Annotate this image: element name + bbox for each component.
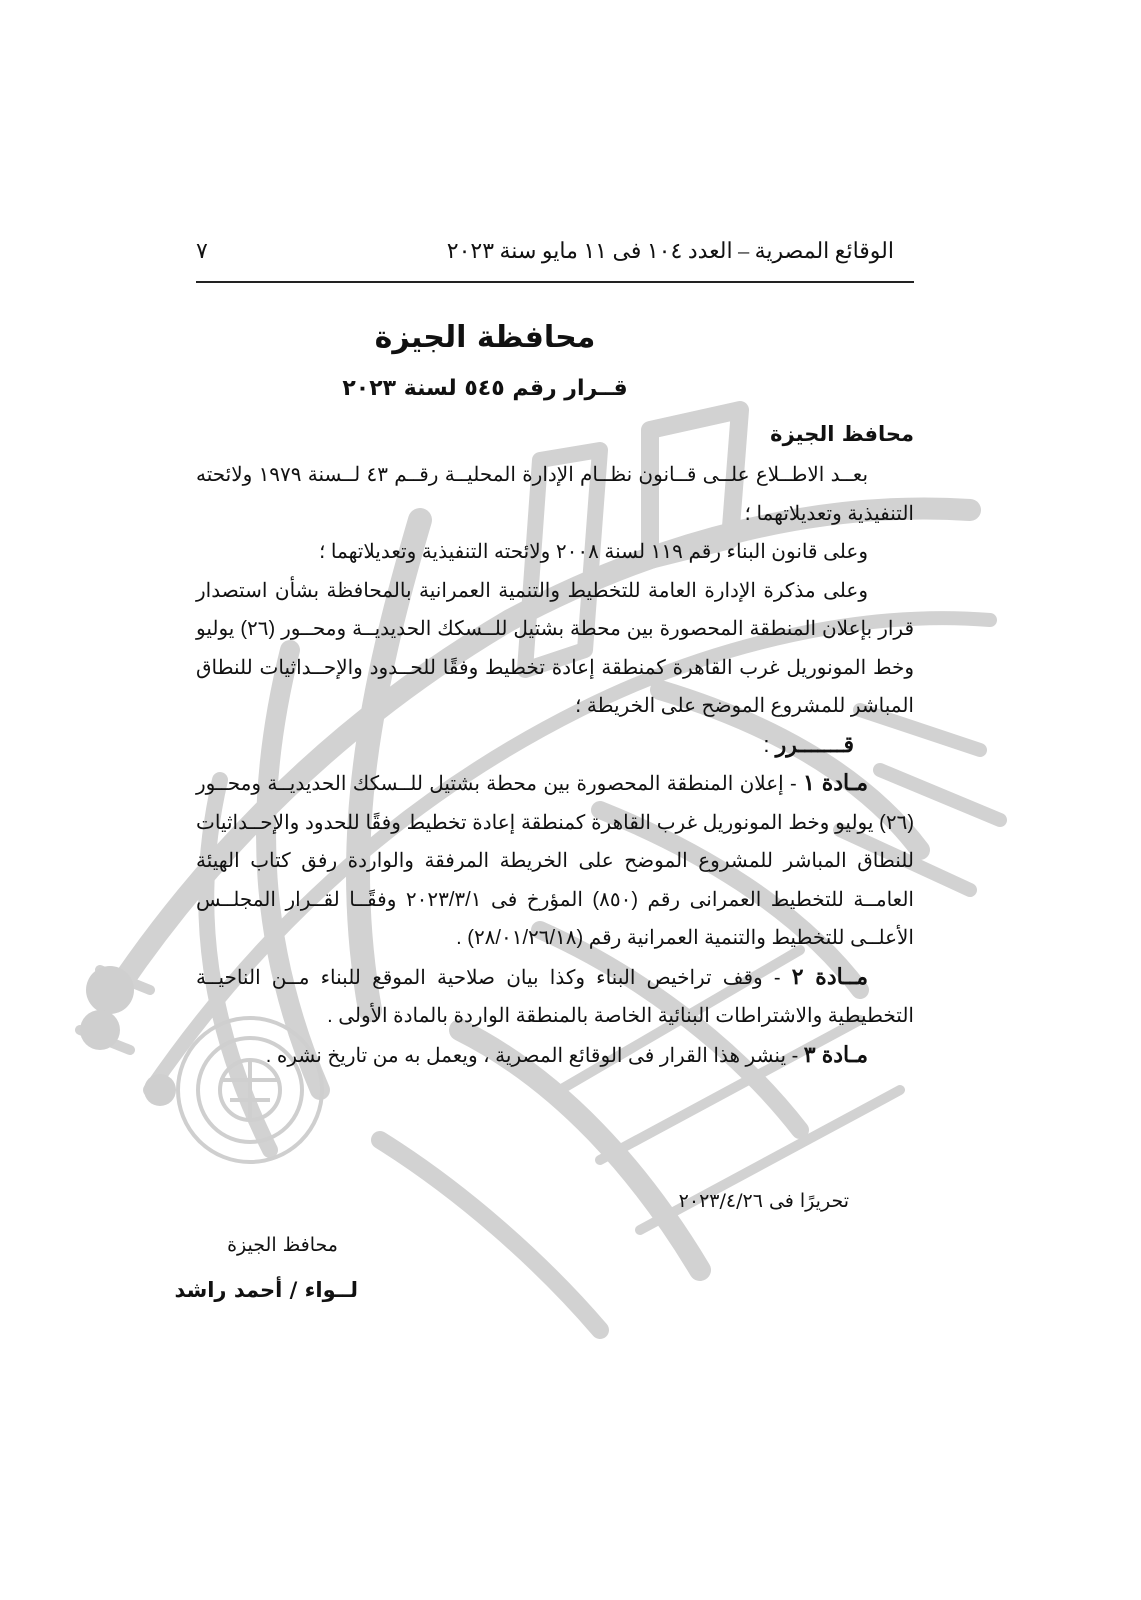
decree-body	[196, 456, 914, 1075]
preamble-paragraph: وعلى مذكرة الإدارة العامة للتخطيط والتنمية العمرانية بالمحافظة بشأن استصدار قرار بإعلان المنطقة المحصورة بين محطة بشتيل للــسكك الحديديــة ومحــور (٢٦) يوليو وخط المونوريل غرب القاهرة كمنطقة إعادة تخطيط وفقًا للحــدود والإحــداثيات للنطاق المباشر للمشروع الموضح على الخريطة ؛	[196, 579, 914, 717]
article-1-text: - إعلان المنطقة المحصورة بين محطة بشتيل للــسكك الحديديــة ومحــور (٢٦) يوليو وخط المونوريل غرب القاهرة كمنطقة إعادة تخطيط وفقًا للحدود والإحــداثيات للنطاق المباشر للمشروع الموضح على الخريطة المرفقة والواردة رفق كتاب الهيئة العامــة للتخطيط العمرانى رقم (٨٥٠) المؤرخ فى ٢٠٢٣/٣/١ وفقًــا لقــرار المجلــس الأعلــى للتخطيط والتنمية العمرانية رقم (٢٨/٠١/٢٦/١٨) .	[196, 773, 914, 949]
decree-title: قــرار رقم ٥٤٥ لسنة ٢٠٢٣	[342, 376, 628, 401]
decided-colon: :	[763, 731, 776, 757]
article-1-label: مـادة ١	[803, 770, 868, 795]
signer-name: لــواء / أحمد راشد	[174, 1278, 358, 1302]
decided-label: قـــــــرر	[775, 731, 854, 757]
signer-title: محافظ الجيزة	[227, 1234, 338, 1256]
gazette-issue-title: الوقائع المصرية – العدد ١٠٤ فى ١١ مايو سنة ٢٠٢٣	[446, 238, 894, 263]
header-divider	[196, 281, 914, 283]
preamble-paragraph: وعلى قانون البناء رقم ١١٩ لسنة ٢٠٠٨ ولائحته التنفيذية وتعديلاتهما ؛	[319, 541, 868, 563]
article-2	[196, 958, 914, 1036]
article-3	[196, 1036, 914, 1076]
page-header	[196, 236, 914, 270]
governorate-heading: محافظة الجيزة	[374, 320, 596, 355]
preamble-paragraph: بعــد الاطــلاع علــى قــانون نظــام الإدارة المحليــة رقــم ٤٣ لــسنة ١٩٧٩ ولائحته التنفيذية وتعديلاتهما ؛	[196, 464, 914, 525]
written-date: تحريرًا فى ٢٠٢٣/٤/٢٦	[678, 1190, 849, 1212]
article-3-text: - ينشر هذا القرار فى الوقائع المصرية ، ويعمل به من تاريخ نشره .	[265, 1044, 804, 1067]
article-2-text: - وقف تراخيص البناء وكذا بيان صلاحية الموقع للبناء مــن الناحيــة التخطيطية والاشتراطات البنائية الخاصة بالمنطقة الواردة بالمادة الأولى .	[196, 966, 914, 1027]
article-1	[196, 764, 914, 958]
decided-heading	[196, 726, 914, 765]
addressee: محافظ الجيزة	[770, 422, 914, 446]
page-number: ٧	[196, 238, 208, 263]
article-2-label: مــادة ٢	[791, 963, 868, 989]
article-3-label: مـادة ٣	[803, 1041, 868, 1067]
